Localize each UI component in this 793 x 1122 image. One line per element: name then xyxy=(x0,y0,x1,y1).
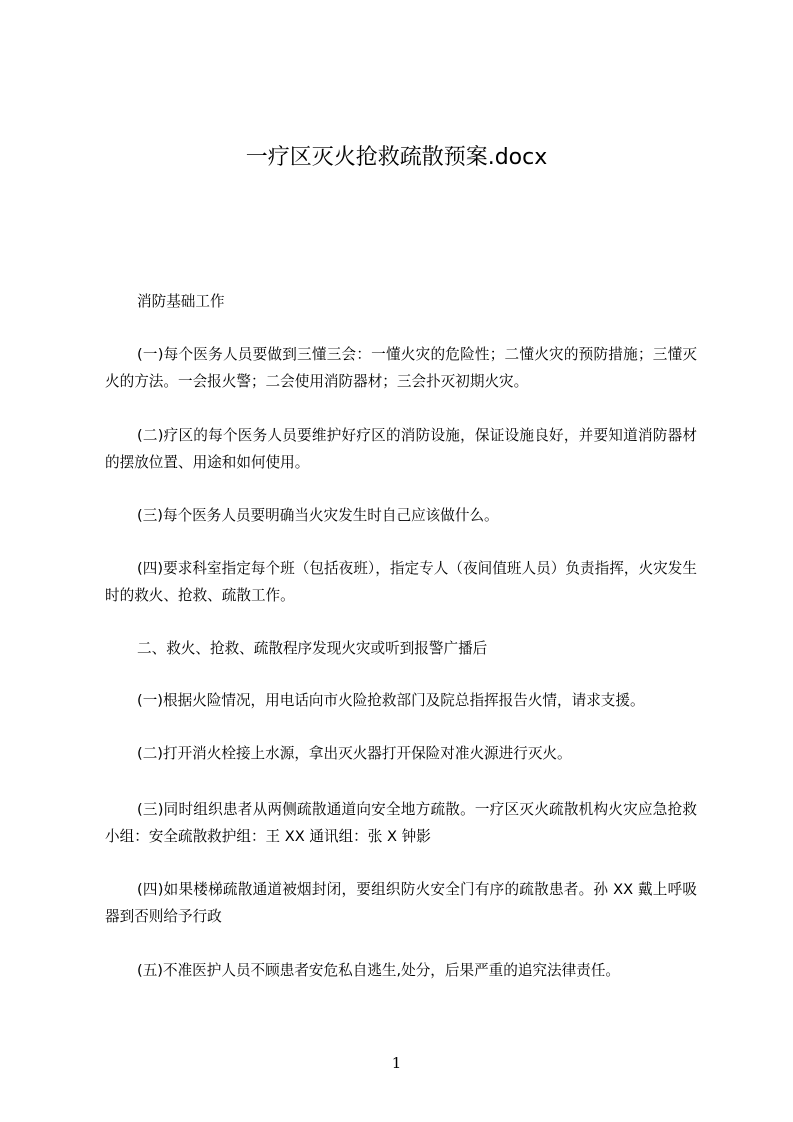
paragraph-item-2: (二)疗区的每个医务人员要维护好疗区的消防设施，保证设施良好，并要知道消防器材的摆放位置、用途和如何使用。 xyxy=(105,427,697,471)
paragraph-item-3: (三)每个医务人员要明确当火灾发生时自己应该做什么。 xyxy=(137,507,499,524)
paragraph-item-5: (一)根据火险情况，用电话向市火险抢救部门及院总指挥报告火情，请求支援。 xyxy=(137,692,645,709)
paragraph-item-1: (一)每个医务人员要做到三懂三会：一懂火灾的危险性；二懂火灾的预防措施；三懂灭火的方法。一会报火警；二会使用消防器材；三会扑灭初期火灾。 xyxy=(105,346,697,390)
page-number: 1 xyxy=(391,1054,402,1072)
paragraph-item-8: (四)如果楼梯疏散通道被烟封闭，要组织防火安全门有序的疏散患者。孙 XX 戴上呼吸器到否则给予行政 xyxy=(105,881,697,925)
paragraph-item-4: (四)要求科室指定每个班（包括夜班），指定专人（夜间值班人员）负责指挥，火灾发生时的救火、抢救、疏散工作。 xyxy=(105,560,697,604)
paragraph-item-9: (五)不准医护人员不顾患者安危私自逃生,处分，后果严重的追究法律责任。 xyxy=(137,962,621,979)
section-heading-fire-basics: 消防基础工作 xyxy=(137,293,225,310)
document-title: 一疗区灭火抢救疏散预案.docx xyxy=(245,145,548,170)
section-heading-rescue-procedure: 二、救火、抢救、疏散程序发现火灾或听到报警广播后 xyxy=(137,640,488,657)
paragraph-item-7: (三)同时组织患者从两侧疏散通道向安全地方疏散。一疗区灭火疏散机构火灾应急抢救小组：安全疏散救护组：王 XX 通讯组：张 X 钟影 xyxy=(105,801,697,845)
paragraph-item-6: (二)打开消火栓接上水源，拿出灭火器打开保险对准火源进行灭火。 xyxy=(137,745,572,762)
